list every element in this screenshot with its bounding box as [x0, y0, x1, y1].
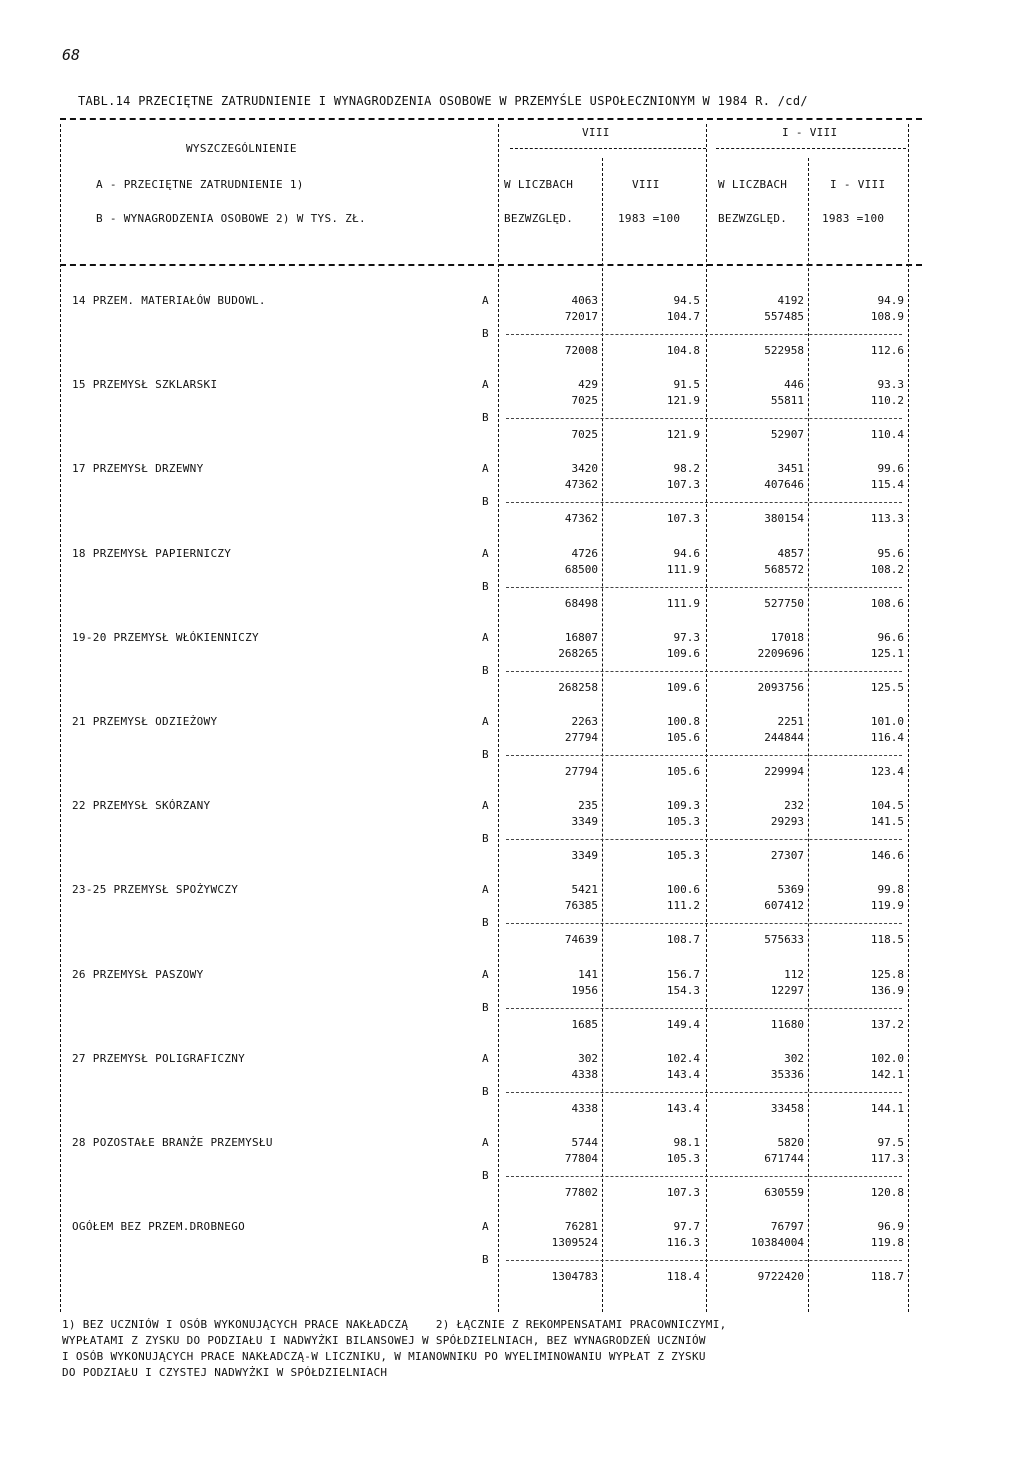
marker-b: B	[482, 1253, 489, 1267]
row-label: 21 PRZEMYSŁ ODZIEŻOWY	[72, 715, 218, 728]
cell-b2: 111.9	[666, 596, 700, 610]
b-divider	[506, 1260, 902, 1261]
cell-b2: 268258	[558, 680, 598, 694]
cell-b2: 11680	[770, 1017, 804, 1031]
cell-b1: 125.1	[870, 646, 904, 660]
footnote-line: WYPŁATAMI Z ZYSKU DO PODZIAŁU I NADWYŻKI BILANSOWEJ W SPÓŁDZIELNIACH, BEZ WYNAGRODZEŃ UCZNIÓW	[62, 1334, 706, 1347]
cell-a: 17018	[770, 630, 804, 644]
cell-b1: 115.4	[870, 478, 904, 492]
cell-b1: 7025	[571, 394, 598, 408]
cell-b1: 72017	[564, 310, 598, 323]
cell-a: 5369	[777, 883, 804, 897]
marker-a: A	[482, 799, 489, 813]
cell-b1: 76385	[564, 899, 598, 913]
cell-b1: 68500	[564, 562, 598, 576]
cell-b2: 109.6	[666, 680, 700, 694]
cell-b1: 109.6	[666, 646, 700, 660]
cell-a: 156.7	[666, 967, 700, 981]
cell-a: 5421	[571, 883, 598, 897]
cell-a: 100.6	[666, 883, 700, 897]
marker-a: A	[482, 1220, 489, 1234]
b-divider	[506, 923, 902, 924]
marker-b: B	[482, 1169, 489, 1182]
col2-header-a: VIII	[632, 178, 660, 191]
cell-b2: 120.8	[870, 1186, 904, 1199]
left-border	[60, 124, 61, 1312]
marker-b: B	[482, 832, 489, 846]
b-divider	[506, 671, 902, 672]
cell-a: 109.3	[666, 799, 700, 813]
cell-b1: 407646	[764, 478, 804, 492]
cell-a: 98.2	[673, 462, 700, 476]
cell-b2: 77802	[564, 1186, 598, 1199]
cell-b1: 1956	[571, 983, 598, 997]
footnote-line: 1) BEZ UCZNIÓW I OSÓB WYKONUJĄCYCH PRACE NAKŁADCZĄ 2) ŁĄCZNIE Z REKOMPENSATAMI PRACOWNICZYMI,	[62, 1318, 727, 1331]
cell-a: 96.9	[877, 1220, 904, 1234]
cell-b1: 136.9	[870, 983, 904, 997]
cell-b2: 107.3	[666, 1186, 700, 1199]
cell-b2: 143.4	[666, 1101, 700, 1115]
group-header-viii: VIII	[582, 126, 610, 139]
marker-b: B	[482, 916, 489, 930]
group-header-i-viii: I - VIII	[782, 126, 838, 139]
marker-b: B	[482, 748, 489, 761]
cell-b2: 2093756	[757, 680, 804, 694]
cell-a: 93.3	[877, 378, 904, 392]
cell-b2: 522958	[764, 344, 804, 357]
cell-b2: 229994	[764, 765, 804, 778]
cell-b2: 112.6	[870, 344, 904, 357]
cell-b2: 630559	[764, 1186, 804, 1199]
cell-b1: 108.2	[870, 562, 904, 576]
cell-b1: 607412	[764, 899, 804, 913]
cell-a: 97.3	[673, 630, 700, 644]
cell-b2: 118.5	[870, 933, 904, 947]
cell-a: 302	[578, 1051, 598, 1065]
cell-b1: 117.3	[870, 1152, 904, 1165]
cell-a: 94.9	[877, 294, 904, 307]
table-title: TABL.14 PRZECIĘTNE ZATRUDNIENIE I WYNAGRODZENIA OSOBOWE W PRZEMYŚLE USPOŁECZNIONYM W 1984 R. /cd/	[78, 94, 808, 108]
cell-b1: 3349	[571, 815, 598, 829]
page-number: 68	[62, 46, 81, 64]
cell-b1: 12297	[770, 983, 804, 997]
cell-b2: 527750	[764, 596, 804, 610]
cell-a: 95.6	[877, 546, 904, 560]
cell-a: 91.5	[673, 378, 700, 392]
cell-a: 4063	[571, 294, 598, 307]
header-rule	[60, 264, 922, 266]
cell-b2: 118.4	[666, 1270, 700, 1284]
cell-b1: 116.3	[666, 1236, 700, 1250]
cell-a: 4726	[571, 546, 598, 560]
cell-b2: 47362	[564, 512, 598, 526]
cell-b2: 9722420	[757, 1270, 804, 1284]
cell-b1: 141.5	[870, 815, 904, 829]
row-label: 15 PRZEMYSŁ SZKLARSKI	[72, 378, 218, 392]
cell-a: 96.6	[877, 630, 904, 644]
cell-b2: 33458	[770, 1101, 804, 1115]
group-rule-1	[510, 148, 706, 149]
cell-b1: 121.9	[666, 394, 700, 408]
row-label: 17 PRZEMYSŁ DRZEWNY	[72, 462, 204, 476]
cell-b2: 7025	[571, 428, 598, 442]
col2-header-b: 1983 =100	[618, 212, 681, 225]
cell-a: 99.6	[877, 462, 904, 476]
cell-b1: 105.6	[666, 731, 700, 744]
row-label: OGÓŁEM BEZ PRZEM.DROBNEGO	[72, 1220, 246, 1234]
col3-header-a: W LICZBACH	[718, 178, 788, 191]
cell-b1: 104.7	[666, 310, 700, 323]
cell-b1: 110.2	[870, 394, 904, 408]
marker-a: A	[482, 1136, 489, 1149]
cell-a: 112	[784, 967, 804, 981]
cell-b2: 105.6	[666, 765, 700, 778]
cell-a: 100.8	[666, 715, 700, 728]
right-border	[908, 124, 909, 1312]
cell-a: 3420	[571, 462, 598, 476]
row-label: 27 PRZEMYSŁ POLIGRAFICZNY	[72, 1051, 246, 1065]
top-rule	[60, 118, 922, 120]
cell-b2: 113.3	[870, 512, 904, 526]
cell-a: 97.5	[877, 1136, 904, 1149]
cell-b1: 671744	[764, 1152, 804, 1165]
row-label: 18 PRZEMYSŁ PAPIERNICZY	[72, 546, 232, 560]
cell-b1: 77804	[564, 1152, 598, 1165]
cell-b2: 144.1	[870, 1101, 904, 1115]
marker-a: A	[482, 1051, 489, 1065]
stub-line-a: A - PRZECIĘTNE ZATRUDNIENIE 1)	[96, 178, 304, 191]
marker-a: A	[482, 294, 489, 307]
cell-b2: 123.4	[870, 765, 904, 778]
cell-b1: 105.3	[666, 1152, 700, 1165]
cell-b1: 55811	[770, 394, 804, 408]
cell-b1: 143.4	[666, 1067, 700, 1081]
cell-b1: 154.3	[666, 983, 700, 997]
col-separator-4	[808, 158, 809, 1312]
marker-a: A	[482, 715, 489, 728]
cell-a: 94.5	[673, 294, 700, 307]
cell-b2: 107.3	[666, 512, 700, 526]
b-divider	[506, 1092, 902, 1093]
cell-b1: 105.3	[666, 815, 700, 829]
cell-b2: 68498	[564, 596, 598, 610]
cell-a: 94.6	[673, 546, 700, 560]
footnote-line: I OSÓB WYKONUJĄCYCH PRACE NAKŁADCZĄ-W LICZNIKU, W MIANOWNIKU PO WYELIMINOWANIU WYPŁAT Z ZYSKU	[62, 1350, 706, 1363]
cell-b1: 142.1	[870, 1067, 904, 1081]
cell-b2: 27307	[770, 849, 804, 863]
cell-b2: 137.2	[870, 1017, 904, 1031]
row-label: 19-20 PRZEMYSŁ WŁÓKIENNICZY	[72, 630, 259, 644]
cell-b2: 74639	[564, 933, 598, 947]
cell-b2: 3349	[571, 849, 598, 863]
row-label: 14 PRZEM. MATERIAŁÓW BUDOWL.	[72, 294, 266, 307]
b-divider	[506, 418, 902, 419]
cell-b2: 1304783	[551, 1270, 598, 1284]
cell-a: 2263	[571, 715, 598, 728]
col4-header-b: 1983 =100	[822, 212, 885, 225]
marker-a: A	[482, 883, 489, 897]
marker-b: B	[482, 495, 489, 509]
cell-b2: 110.4	[870, 428, 904, 442]
cell-b1: 35336	[770, 1067, 804, 1081]
cell-a: 232	[784, 799, 804, 813]
cell-a: 5820	[777, 1136, 804, 1149]
marker-a: A	[482, 546, 489, 560]
cell-a: 102.0	[870, 1051, 904, 1065]
marker-a: A	[482, 462, 489, 476]
b-divider	[506, 334, 902, 335]
cell-b1: 119.9	[870, 899, 904, 913]
col-separator-2	[602, 158, 603, 1312]
cell-a: 446	[784, 378, 804, 392]
cell-a: 5744	[571, 1136, 598, 1149]
cell-a: 235	[578, 799, 598, 813]
footnote-line: DO PODZIAŁU I CZYSTEJ NADWYŻKI W SPÓŁDZIELNIACH	[62, 1366, 388, 1379]
cell-b1: 108.9	[870, 310, 904, 323]
cell-a: 76281	[564, 1220, 598, 1234]
b-divider	[506, 1008, 902, 1009]
cell-b2: 104.8	[666, 344, 700, 357]
cell-b2: 4338	[571, 1101, 598, 1115]
cell-b1: 29293	[770, 815, 804, 829]
cell-b2: 108.6	[870, 596, 904, 610]
cell-b1: 111.9	[666, 562, 700, 576]
cell-b1: 2209696	[757, 646, 804, 660]
cell-b1: 244844	[764, 731, 804, 744]
cell-a: 4857	[777, 546, 804, 560]
cell-b1: 4338	[571, 1067, 598, 1081]
cell-b2: 52907	[770, 428, 804, 442]
cell-b2: 27794	[564, 765, 598, 778]
cell-a: 16807	[564, 630, 598, 644]
cell-b2: 125.5	[870, 680, 904, 694]
stub-title: WYSZCZEGÓLNIENIE	[186, 142, 297, 155]
col1-header-a: W LICZBACH	[504, 178, 574, 191]
marker-b: B	[482, 579, 489, 593]
row-label: 28 POZOSTAŁE BRANŻE PRZEMYSŁU	[72, 1136, 273, 1149]
marker-b: B	[482, 1084, 489, 1098]
cell-b2: 72008	[564, 344, 598, 357]
col4-header-a: I - VIII	[830, 178, 886, 191]
cell-b1: 1309524	[551, 1236, 598, 1250]
cell-b1: 557485	[764, 310, 804, 323]
cell-b1: 111.2	[666, 899, 700, 913]
stub-line-b: B - WYNAGRODZENIA OSOBOWE 2) W TYS. ZŁ.	[96, 212, 366, 225]
cell-a: 4192	[777, 294, 804, 307]
cell-b2: 149.4	[666, 1017, 700, 1031]
b-divider	[506, 587, 902, 588]
row-label: 22 PRZEMYSŁ SKÓRZANY	[72, 799, 211, 813]
marker-b: B	[482, 1000, 489, 1014]
cell-b1: 268265	[558, 646, 598, 660]
b-divider	[506, 839, 902, 840]
cell-a: 104.5	[870, 799, 904, 813]
cell-a: 97.7	[673, 1220, 700, 1234]
cell-b1: 27794	[564, 731, 598, 744]
b-divider	[506, 502, 902, 503]
cell-a: 125.8	[870, 967, 904, 981]
cell-b1: 116.4	[870, 731, 904, 744]
cell-a: 102.4	[666, 1051, 700, 1065]
cell-b1: 119.8	[870, 1236, 904, 1250]
marker-b: B	[482, 411, 489, 425]
cell-b2: 380154	[764, 512, 804, 526]
cell-a: 141	[578, 967, 598, 981]
cell-b2: 118.7	[870, 1270, 904, 1284]
marker-a: A	[482, 378, 489, 392]
marker-a: A	[482, 630, 489, 644]
group-rule-2	[716, 148, 906, 149]
cell-b2: 105.3	[666, 849, 700, 863]
cell-b2: 121.9	[666, 428, 700, 442]
col1-header-b: BEZWZGLĘD.	[504, 212, 574, 225]
marker-b: B	[482, 327, 489, 340]
cell-b2: 575633	[764, 933, 804, 947]
cell-b2: 108.7	[666, 933, 700, 947]
cell-b1: 568572	[764, 562, 804, 576]
marker-b: B	[482, 663, 489, 677]
b-divider	[506, 1176, 902, 1177]
cell-a: 76797	[770, 1220, 804, 1234]
cell-b1: 107.3	[666, 478, 700, 492]
cell-a: 98.1	[673, 1136, 700, 1149]
cell-b1: 47362	[564, 478, 598, 492]
cell-a: 101.0	[870, 715, 904, 728]
row-label: 23-25 PRZEMYSŁ SPOŻYWCZY	[72, 883, 239, 897]
cell-a: 3451	[777, 462, 804, 476]
col-separator-1	[498, 124, 499, 1312]
cell-a: 302	[784, 1051, 804, 1065]
col3-header-b: BEZWZGLĘD.	[718, 212, 788, 225]
cell-a: 2251	[777, 715, 804, 728]
cell-b2: 1685	[571, 1017, 598, 1031]
cell-a: 429	[578, 378, 598, 392]
marker-a: A	[482, 967, 489, 981]
row-label: 26 PRZEMYSŁ PASZOWY	[72, 967, 204, 981]
cell-b1: 10384004	[751, 1236, 804, 1250]
cell-b2: 146.6	[870, 849, 904, 863]
b-divider	[506, 755, 902, 756]
cell-a: 99.8	[877, 883, 904, 897]
